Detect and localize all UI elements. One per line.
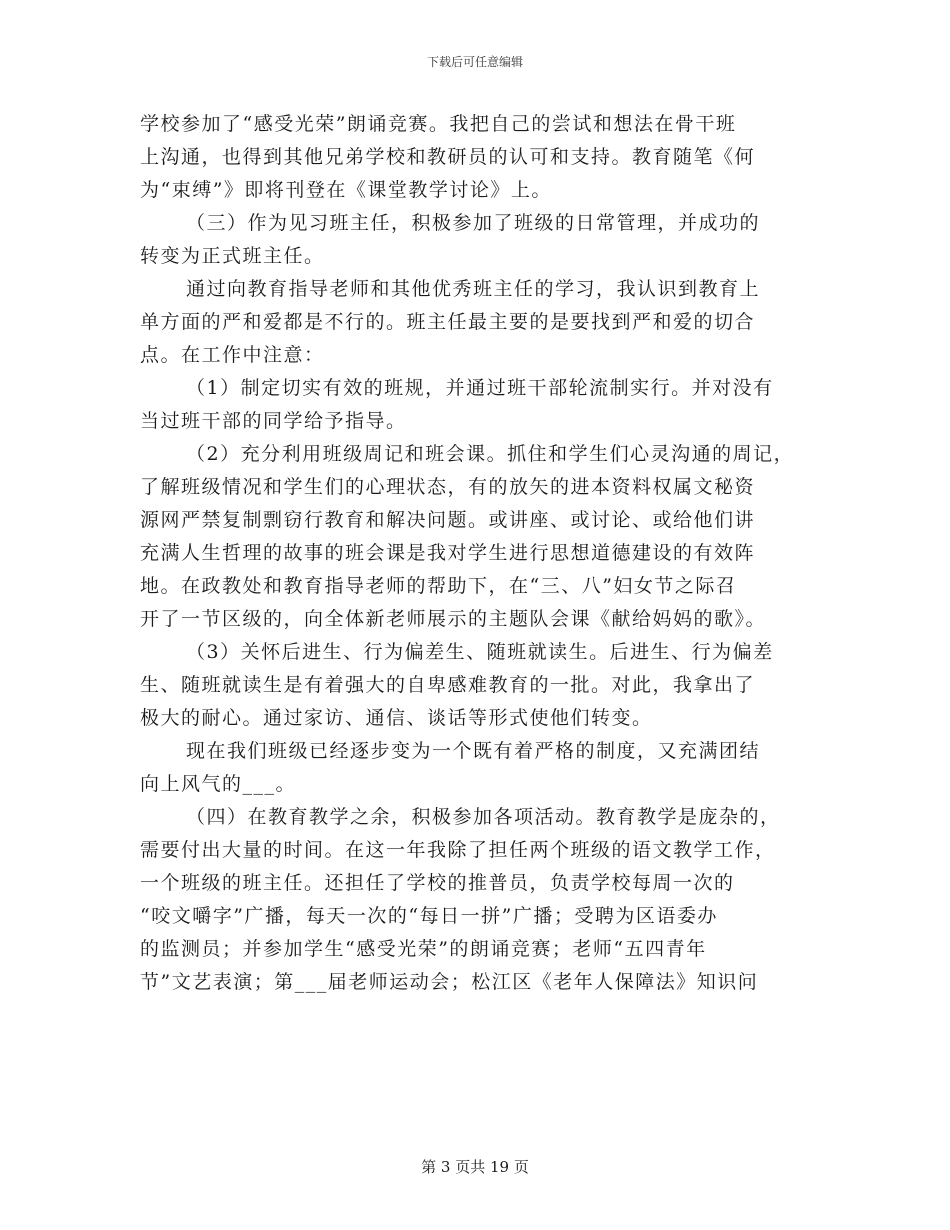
text-line: （三）作为见习班主任，积极参加了班级的日常管理，并成功的 xyxy=(186,212,761,234)
text-line: 极大的耐心。通过家访、通信、谈话等形式使他们转变。 xyxy=(140,707,653,729)
text-line: 生、随班就读生是有着强大的自卑感难教育的一批。对此，我拿出了 xyxy=(140,674,756,696)
text-line: 当过班干部的同学给予指导。 xyxy=(140,410,407,432)
document-body xyxy=(140,108,820,999)
text-line: 开了一节区级的，向全体新老师展示的主题队会课《献给妈妈的歌》。 xyxy=(140,608,767,630)
text-line: 需要付出大量的时间。在这一年我除了担任两个班级的语文教学工作， xyxy=(140,839,776,861)
text-line: 向上风气的___。 xyxy=(140,773,297,795)
text-line: 地。在政教处和教育指导老师的帮助下，在“三、八”妇女节之际召 xyxy=(140,575,737,597)
text-line: 源网严禁复制剽窃行教育和解决问题。或讲座、或讨论、或给他们讲 xyxy=(140,509,756,531)
text-line: 为“束缚”》即将刊登在《课堂教学讨论》上。 xyxy=(140,179,552,201)
text-line: 充满人生哲理的故事的班会课是我对学生进行思想道德建设的有效阵 xyxy=(140,542,756,564)
text-line: （2）充分利用班级周记和班会课。抓住和学生们心灵沟通的周记， xyxy=(186,443,795,465)
page-number: 第 3 页共 19 页 xyxy=(421,1158,529,1176)
text-line: 现在我们班级已经逐步变为一个既有着严格的制度，又充满团结 xyxy=(186,740,761,762)
page-header-note: 下载后可任意编辑 xyxy=(426,55,523,69)
text-line: 节”文艺表演；第___届老师运动会；松江区《老年人保障法》知识问 xyxy=(140,971,759,993)
text-line: 通过向教育指导老师和其他优秀班主任的学习，我认识到教育上 xyxy=(186,278,761,300)
text-line: 一个班级的班主任。还担任了学校的推普员，负责学校每周一次的 xyxy=(140,872,735,894)
text-line: （3）关怀后进生、行为偏差生、随班就读生。后进生、行为偏差 xyxy=(186,641,774,663)
text-line: （1）制定切实有效的班规，并通过班干部轮流制实行。并对没有 xyxy=(186,377,774,399)
text-line: “咬文嚼字”广播，每天一次的“每日一拼”广播；受聘为区语委办 xyxy=(140,905,718,927)
text-line: 学校参加了“感受光荣”朗诵竞赛。我把自己的尝试和想法在骨干班 xyxy=(140,113,737,135)
text-line: 点。在工作中注意： xyxy=(140,344,325,366)
text-line: 转变为正式班主任。 xyxy=(140,245,325,267)
text-line: 上沟通，也得到其他兄弟学校和教研员的认可和支持。教育随笔《何 xyxy=(140,146,756,168)
text-line: 的监测员；并参加学生“感受光荣”的朗诵竞赛；老师“五四青年 xyxy=(140,938,707,960)
text-line: 单方面的严和爱都是不行的。班主任最主要的是要找到严和爱的切合 xyxy=(140,311,756,333)
text-line: 了解班级情况和学生们的心理状态，有的放矢的进本资料权属文秘资 xyxy=(140,476,756,498)
text-line: （四）在教育教学之余，积极参加各项活动。教育教学是庞杂的， xyxy=(186,806,781,828)
